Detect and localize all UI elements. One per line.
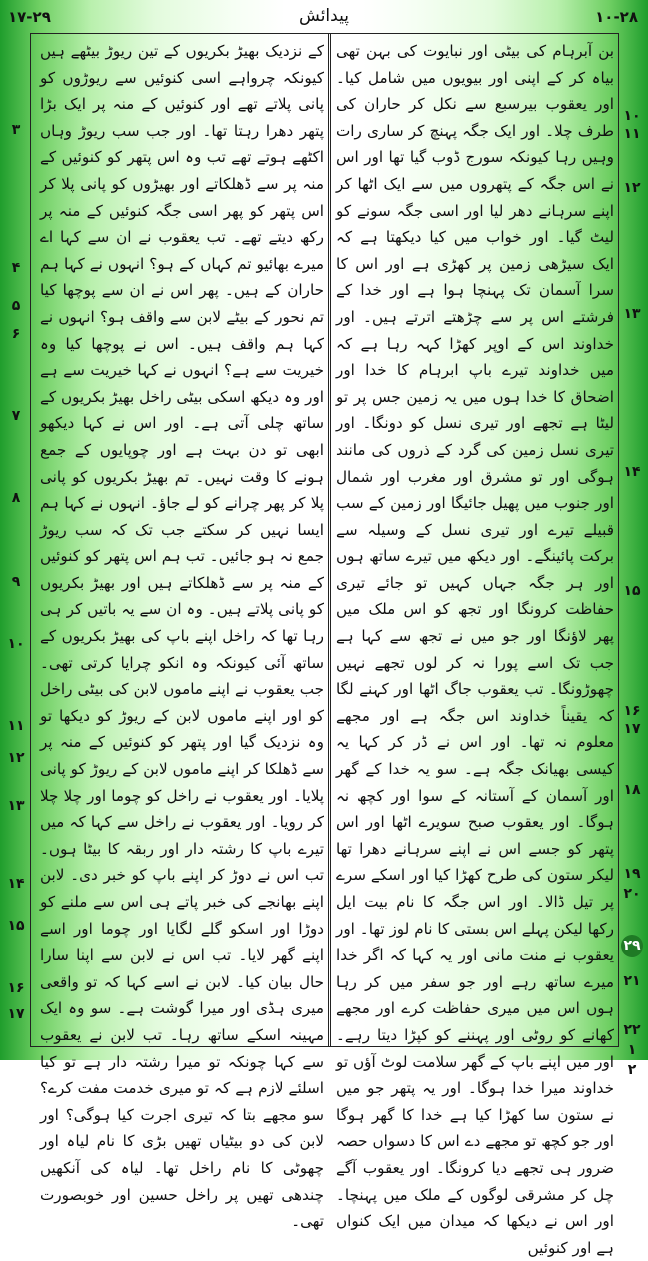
verse-number: ۱۶ (623, 703, 641, 719)
left-reference: ۱۷-۲۹ (8, 8, 51, 26)
verse-number: ۱۳ (623, 306, 641, 322)
verse-number: ۱۰ (623, 108, 641, 124)
column-divider (328, 33, 331, 1047)
verse-number: ۱۹ (623, 866, 641, 882)
verse-number: ۴ (11, 260, 21, 276)
left-text-column (40, 38, 324, 1231)
right-reference: ۱۰-۲۸ (595, 8, 638, 26)
verse-number: ۱۲ (623, 180, 641, 196)
verse-number: ۱ (627, 1042, 637, 1058)
verse-number: ۱۰ (7, 636, 25, 652)
right-column-text: بن آبرہام کی بیٹی اور نبایوت کی بہن تھی بیاہ کر کے اپنی اور بیویوں میں شامل کیا۔ اور یعقوب بیرسبع سے نکل کر حاران کی طرف چلا۔ اور ایک جگہ پہنچ کر ساری رات وہیں رہا کیونکہ سورج ڈوب گیا تھا اور اس نے اس جگہ کے پتھروں میں سے ایک اٹھا کر اپنے سرہانے دھر لیا اور اسی جگہ سونے کو لیٹ گیا۔ اور خواب میں کیا دیکھتا ہے کہ ایک سیڑھی زمین پر کھڑی ہے اور اس کا سرا آسمان تک پہنچا ہوا ہے اور خدا کے فرشتے اس پر سے چڑھتے اترتے ہیں۔ اور خداوند اس کے اوپر کھڑا کہہ رہا ہے کہ میں خداوند تیرے باپ ابرہام کا خدا اور اضحاق کا خدا ہوں میں یہ زمین جس پر تو لیٹا ہے تجھے اور تیری نسل کو دونگا۔ اور تیری نسل زمین کی گرد کے ذروں کی مانند ہوگی اور تو مشرق اور مغرب اور شمال اور جنوب میں پھیل جائیگا اور زمین کے سب قبیلے تیرے اور تیری نسل کے وسیلہ سے برکت پائینگے۔ اور دیکھ میں تیرے ساتھ ہوں اور ہر جگہ جہاں کہیں تو جائے تیری حفاظت کرونگا اور تجھ کو اس ملک میں پھر لاؤنگا اور جو میں نے تجھ سے کہا ہے جب تک اسے پورا نہ کر لوں تجھے نہیں چھوڑونگا۔ تب یعقوب جاگ اٹھا اور کہنے لگا کہ یقیناً خداوند اس جگہ ہے اور مجھے معلوم نہ تھا۔ اور اس نے ڈر کر کہا یہ کیسی بھیانک جگہ ہے۔ سو یہ خدا کے گھر اور آسمان کے آستانہ کے سوا اور کچھ نہ ہوگا۔ اور یعقوب صبح سویرے اٹھا اور اس پتھر کو جسے اس نے اپنے سرہانے دھرا تھا لیکر ستون کی طرح کھڑا کیا اور اسکے سرے پر تیل ڈالا۔ اور اس جگہ کا نام بیت ایل رکھا لیکن پہلے اس بستی کا نام لوز تھا۔ اور یعقوب نے منت مانی اور یہ کہا کہ اگر خدا میرے ساتھ رہے اور جو سفر میں کر رہا ہوں اس میں میری حفاظت کرے اور مجھے کھانے کو روٹی اور پہننے کو کپڑا دیتا رہے۔ اور میں اپنے باپ کے گھر سلامت لوٹ آؤں تو خداوند میرا خدا ہوگا۔ اور یہ پتھر جو میں نے ستون سا کھڑا کیا ہے خدا کا گھر ہوگا اور جو کچھ تو مجھے دے اس کا دسواں حصہ ضرور ہی تجھے دیا کرونگا۔ اور یعقوب آگے چل کر مشرقی لوگوں کے ملک میں پہنچا۔ اور اس نے دیکھا کہ میدان میں ایک کنواں ہے اور کنوئیں (336, 42, 614, 1257)
verse-number: ۶ (11, 326, 21, 342)
book-title: پیدائش (299, 6, 349, 26)
verse-number: ۱۷ (623, 721, 641, 737)
verse-number: ۱۴ (7, 876, 25, 892)
right-text-column (336, 38, 614, 1257)
verse-number: ۱۵ (7, 918, 25, 934)
verse-number: ۱۳ (7, 798, 25, 814)
right-verse-number-margin (620, 38, 644, 1078)
left-verse-number-margin (4, 38, 28, 1042)
verse-number: ۲ (627, 1062, 637, 1078)
left-column-text: کے نزدیک بھیڑ بکریوں کے تین ریوڑ بیٹھے ہیں کیونکہ چرواہے اسی کنوئیں سے ریوڑوں کو پانی پلاتے تھے اور کنوئیں کے منہ پر ایک بڑا پتھر دھرا رہتا تھا۔ اور جب سب ریوڑ وہاں اکٹھے ہوتے تھے تب وہ اس پتھر کو کنوئیں کے منہ پر سے ڈھلکاتے اور بھیڑوں کو پانی پلا کر اس پتھر کو پھر اسی جگہ کنوئیں کے منہ پر رکھ دیتے تھے۔ تب یعقوب نے ان سے کہا اے میرے بھائیو تم کہاں کے ہو؟ انہوں نے کہا ہم حاران کے ہیں۔ پھر اس نے ان سے پوچھا کیا تم نحور کے بیٹے لابن سے واقف ہو؟ انہوں نے کہا ہم واقف ہیں۔ اس نے پوچھا کیا وہ خیریت سے ہے؟ انہوں نے کہا خیریت سے ہے اور وہ دیکھ اسکی بیٹی راخل بھیڑ بکریوں کے ساتھ چلی آتی ہے۔ اور اس نے کہا دیکھو ابھی تو دن بہت ہے اور چوپایوں کے جمع ہونے کا وقت نہیں۔ تم بھیڑ بکریوں کو پانی پلا کر پھر چرانے کو لے جاؤ۔ انہوں نے کہا ہم ایسا نہیں کر سکتے جب تک کہ سب ریوڑ جمع نہ ہو جائیں۔ تب ہم اس پتھر کو کنوئیں کے منہ پر سے ڈھلکاتے ہیں اور بھیڑ بکریوں کو پانی پلاتے ہیں۔ وہ ان سے یہ باتیں کر ہی رہا تھا کہ راخل اپنے باپ کی بھیڑ بکریوں کے ساتھ آئی کیونکہ وہ انکو چرایا کرتی تھی۔ جب یعقوب نے اپنے ماموں لابن کی بیٹی راخل کو اور اپنے ماموں لابن کے ریوڑ کو دیکھا تو وہ نزدیک گیا اور پتھر کو کنوئیں کے منہ پر سے ڈھلکا کر اپنے ماموں لابن کے ریوڑ کو پانی پلایا۔ اور یعقوب نے راخل کو چوما اور چلا چلا کر رویا۔ اور یعقوب نے راخل سے کہا کہ میں تیرے باپ کا رشتہ دار اور ربقہ کا بیٹا ہوں۔ تب اس نے دوڑ کر اپنے باپ کو خبر دی۔ لابن اپنے بھانجے کی خبر پاتے ہی اس سے ملنے کو دوڑا اور اسکو گلے لگایا اور چوما اور اسے اپنے گھر لایا۔ تب اس نے لابن سے اپنا سارا حال بیان کیا۔ لابن نے اسے کہا کہ تو واقعی میری ہڈی اور میرا گوشت ہے۔ سو وہ ایک مہینہ اسکے ساتھ رہا۔ تب لابن نے یعقوب سے کہا چونکہ تو میرا رشتہ دار ہے تو کیا اسلئے لازم ہے کہ تو میری خدمت مفت کرے؟ سو مجھے بتا کہ تیری اجرت کیا ہوگی؟ اور لابن کی دو بیٹیاں تھیں بڑی کا نام لیاہ اور چھوٹی کا نام راخل تھا۔ لیاہ کی آنکھیں چندھی تھیں پر راخل حسین اور خوبصورت تھی۔ (40, 42, 324, 1231)
verse-number: ۳ (11, 122, 21, 138)
chapter-number-marker: ۲۹ (621, 935, 643, 957)
verse-number: ۵ (11, 298, 21, 314)
verse-number: ۱۱ (623, 126, 641, 142)
verse-number: ۱۷ (7, 1006, 25, 1022)
frame-right-rule (618, 33, 619, 1047)
verse-number: ۹ (11, 574, 21, 590)
verse-number: ۱۵ (623, 583, 641, 599)
verse-number: ۲۱ (623, 973, 641, 989)
page-header (0, 0, 648, 34)
verse-number: ۱۴ (623, 464, 641, 480)
verse-number: ۷ (11, 408, 21, 424)
verse-number: ۱۱ (7, 718, 25, 734)
verse-number: ۲۲ (623, 1022, 641, 1038)
verse-number: ۱۸ (623, 782, 641, 798)
frame-left-rule (30, 33, 31, 1047)
top-rule (30, 33, 618, 34)
verse-number: ۲۰ (623, 886, 641, 902)
verse-number: ۱۲ (7, 750, 25, 766)
verse-number: ۸ (11, 490, 21, 506)
verse-number: ۱۶ (7, 980, 25, 996)
